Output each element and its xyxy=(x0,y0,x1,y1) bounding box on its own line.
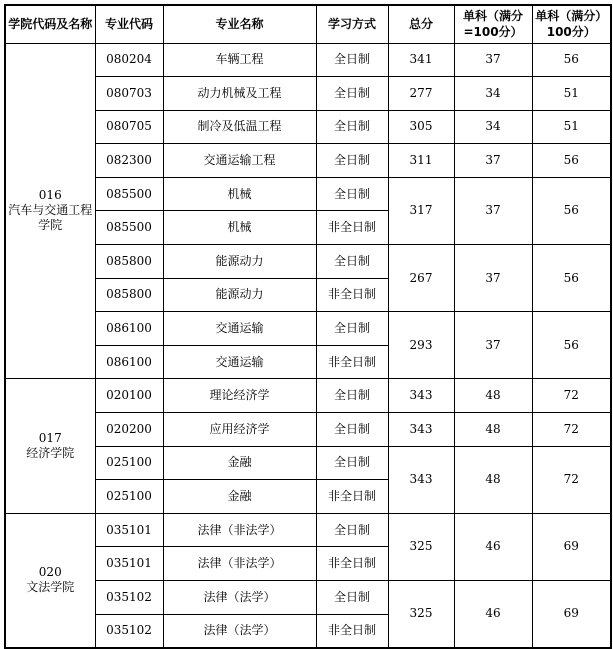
single-150-cell: 51 xyxy=(532,77,611,111)
major-name-cell: 法律（非法学） xyxy=(163,513,316,547)
major-name-cell: 能源动力 xyxy=(163,245,316,279)
study-mode-cell: 非全日制 xyxy=(316,345,388,379)
table-header xyxy=(5,5,611,43)
major-code-cell: 086100 xyxy=(95,345,163,379)
total-score-cell: 305 xyxy=(388,110,454,144)
single-150-cell: 69 xyxy=(532,581,611,648)
table-row xyxy=(5,245,611,279)
major-code-cell: 035102 xyxy=(95,614,163,648)
study-mode-cell: 全日制 xyxy=(316,513,388,547)
study-mode-cell: 全日制 xyxy=(316,245,388,279)
study-mode-cell: 全日制 xyxy=(316,177,388,211)
major-name-cell: 交通运输 xyxy=(163,345,316,379)
college-name: 文法学院 xyxy=(26,580,75,595)
total-score-cell: 343 xyxy=(388,413,454,447)
table-row xyxy=(5,413,611,447)
total-score-cell: 343 xyxy=(388,446,454,513)
table-row xyxy=(5,446,611,480)
major-name-cell: 机械 xyxy=(163,177,316,211)
header-college: 学院代码及名称 xyxy=(5,5,95,43)
major-name-cell: 理论经济学 xyxy=(163,379,316,413)
major-name-cell: 交通运输工程 xyxy=(163,144,316,178)
total-score-cell: 311 xyxy=(388,144,454,178)
major-code-cell: 025100 xyxy=(95,480,163,514)
single-150-cell: 72 xyxy=(532,413,611,447)
total-score-cell: 343 xyxy=(388,379,454,413)
major-code-cell: 035102 xyxy=(95,581,163,615)
single-100-cell: 37 xyxy=(454,245,532,312)
single-150-cell: 56 xyxy=(532,144,611,178)
study-mode-cell: 全日制 xyxy=(316,379,388,413)
college-code: 016 xyxy=(38,188,62,203)
table-row xyxy=(5,77,611,111)
table-row xyxy=(5,177,611,211)
single-150-cell: 51 xyxy=(532,110,611,144)
study-mode-cell: 非全日制 xyxy=(316,211,388,245)
major-name-cell: 应用经济学 xyxy=(163,413,316,447)
header-single-150: 单科（满分）100分） xyxy=(532,5,611,43)
total-score-cell: 317 xyxy=(388,177,454,244)
total-score-cell: 293 xyxy=(388,312,454,379)
single-150-cell: 69 xyxy=(532,513,611,580)
single-100-cell: 37 xyxy=(454,177,532,244)
study-mode-cell: 非全日制 xyxy=(316,614,388,648)
header-study-mode: 学习方式 xyxy=(316,5,388,43)
header-major-code: 专业代码 xyxy=(95,5,163,43)
study-mode-cell: 非全日制 xyxy=(316,480,388,514)
single-100-cell: 34 xyxy=(454,77,532,111)
major-name-cell: 制冷及低温工程 xyxy=(163,110,316,144)
major-name-cell: 车辆工程 xyxy=(163,43,316,77)
single-150-cell: 56 xyxy=(532,177,611,244)
single-100-cell: 48 xyxy=(454,379,532,413)
college-code: 017 xyxy=(38,431,62,446)
major-code-cell: 080705 xyxy=(95,110,163,144)
major-code-cell: 020100 xyxy=(95,379,163,413)
major-code-cell: 082300 xyxy=(95,144,163,178)
study-mode-cell: 全日制 xyxy=(316,43,388,77)
major-name-cell: 机械 xyxy=(163,211,316,245)
table-row xyxy=(5,312,611,346)
single-100-cell: 48 xyxy=(454,446,532,513)
major-code-cell: 085500 xyxy=(95,177,163,211)
study-mode-cell: 全日制 xyxy=(316,446,388,480)
major-name-cell: 法律（法学） xyxy=(163,581,316,615)
table-row xyxy=(5,144,611,178)
single-100-cell: 34 xyxy=(454,110,532,144)
table-row xyxy=(5,379,611,413)
study-mode-cell: 全日制 xyxy=(316,77,388,111)
major-code-cell: 035101 xyxy=(95,547,163,581)
college-name: 汽车与交通工程学院 xyxy=(8,203,93,233)
study-mode-cell: 全日制 xyxy=(316,413,388,447)
college-cell xyxy=(5,43,95,379)
single-150-cell: 72 xyxy=(532,446,611,513)
single-150-cell: 56 xyxy=(532,43,611,77)
college-cell xyxy=(5,379,95,513)
major-name-cell: 交通运输 xyxy=(163,312,316,346)
major-code-cell: 025100 xyxy=(95,446,163,480)
major-name-cell: 金融 xyxy=(163,480,316,514)
college-name: 经济学院 xyxy=(26,446,75,461)
study-mode-cell: 全日制 xyxy=(316,110,388,144)
table-row xyxy=(5,513,611,547)
single-100-cell: 46 xyxy=(454,513,532,580)
header-single-100: 单科（满分=100分） xyxy=(454,5,532,43)
major-name-cell: 能源动力 xyxy=(163,278,316,312)
total-score-cell: 277 xyxy=(388,77,454,111)
header-row xyxy=(5,5,611,43)
single-100-cell: 46 xyxy=(454,581,532,648)
table-row xyxy=(5,110,611,144)
single-150-cell: 56 xyxy=(532,312,611,379)
major-name-cell: 法律（非法学） xyxy=(163,547,316,581)
major-code-cell: 085800 xyxy=(95,245,163,279)
college-code: 020 xyxy=(38,565,62,580)
single-100-cell: 37 xyxy=(454,43,532,77)
study-mode-cell: 全日制 xyxy=(316,581,388,615)
table-row xyxy=(5,581,611,615)
total-score-cell: 267 xyxy=(388,245,454,312)
major-name-cell: 金融 xyxy=(163,446,316,480)
major-code-cell: 085500 xyxy=(95,211,163,245)
study-mode-cell: 全日制 xyxy=(316,312,388,346)
study-mode-cell: 全日制 xyxy=(316,144,388,178)
total-score-cell: 341 xyxy=(388,43,454,77)
header-major-name: 专业名称 xyxy=(163,5,316,43)
single-100-cell: 37 xyxy=(454,144,532,178)
major-code-cell: 035101 xyxy=(95,513,163,547)
single-100-cell: 48 xyxy=(454,413,532,447)
total-score-cell: 325 xyxy=(388,581,454,648)
major-code-cell: 020200 xyxy=(95,413,163,447)
major-code-cell: 080204 xyxy=(95,43,163,77)
study-mode-cell: 非全日制 xyxy=(316,278,388,312)
table-body xyxy=(5,43,611,648)
header-total-score: 总分 xyxy=(388,5,454,43)
table-row xyxy=(5,43,611,77)
single-150-cell: 56 xyxy=(532,245,611,312)
major-name-cell: 动力机械及工程 xyxy=(163,77,316,111)
major-code-cell: 080703 xyxy=(95,77,163,111)
study-mode-cell: 非全日制 xyxy=(316,547,388,581)
single-100-cell: 37 xyxy=(454,312,532,379)
college-cell xyxy=(5,513,95,647)
major-name-cell: 法律（法学） xyxy=(163,614,316,648)
major-code-cell: 085800 xyxy=(95,278,163,312)
score-table xyxy=(4,4,612,649)
major-code-cell: 086100 xyxy=(95,312,163,346)
single-150-cell: 72 xyxy=(532,379,611,413)
total-score-cell: 325 xyxy=(388,513,454,580)
